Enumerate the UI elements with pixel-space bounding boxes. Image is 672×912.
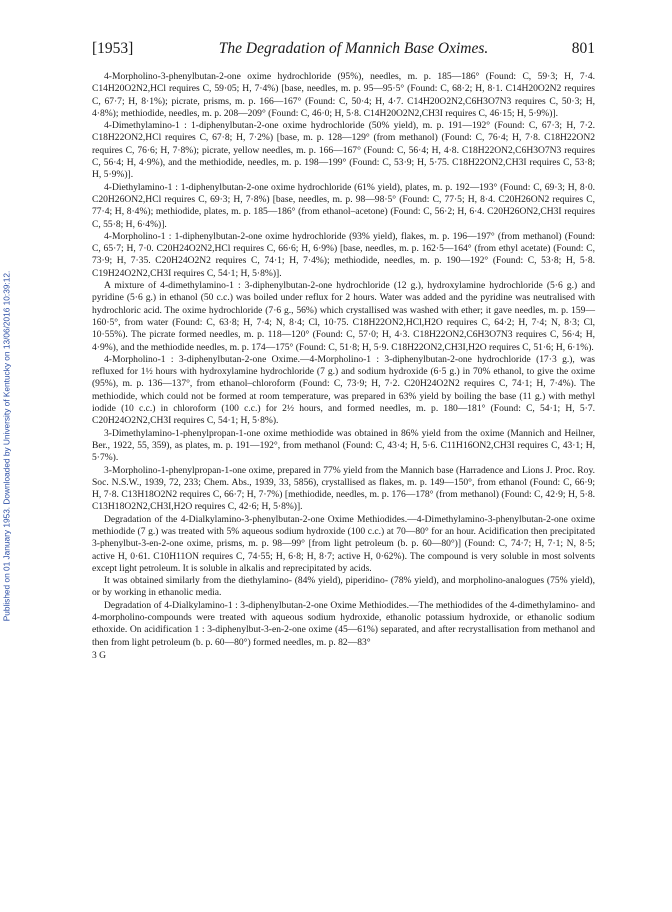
paragraph: 3-Morpholino-1-phenylpropan-1-one oxime, prepared in 77% yield from the Mannich base (Harradence and Lions J. Proc. Roy. Soc. N.S.W., 1939, 72, 233; Chem. Abs., 1939, 33, 5856), crystallised as flakes, m. p. 149—150°, from ethanol (Found: C, 66·9; H, 7·8. C13H18O2N2 requires C, 66·7; H, 7·7%) [methiodide, needles, m. p. 176—178° (from methanol) (Found: C, 42·9; H, 5·8. C13H18O2N2,CH3I,H2O requires C, 42·6; H, 5·8%)]. bbox=[92, 464, 595, 513]
paragraph: 4-Morpholino-3-phenylbutan-2-one oxime hydrochloride (95%), needles, m. p. 185—186° (Found: C, 59·3; H, 7·4. C14H20O2N2,HCl requires C, 59·05; H, 7·4%) [base, needles, m. p. 95—95·5° (Found: C, 68·2; H, 8·1. C14H20O2N2 requires C, 67·7; H, 8·1%); picrate, prisms, m. p. 166—167° (Found: C, 50·4; H, 4·7. C14H20O2N2,C6H3O7N3 requires C, 50·3; H, 4·8%); methiodide, needles, m. p. 208—209° (Found: C, 46·0; H, 5·8. C14H20O2N2,CH3I requires C, 46·15; H, 5·9%)]. bbox=[92, 71, 595, 119]
paragraph: 4-Morpholino-1 : 3-diphenylbutan-2-one Oxime.—4-Morpholino-1 : 3-diphenylbutan-2-one hydrochloride (17·3 g.), was refluxed for 1½ hours with hydroxylamine hydrochloride (7 g.) and sodium hydroxide (6·5 g.) in 70% ethanol, to give the oxime (95%), m. p. 136—137°, from ethanol–chloroform (Found: C, 73·9; H, 7·2. C20H24O2N2 requires C, 74·1; H, 7·4%). The methiodide, which could not be formed at room temperature, was prepared in 63% yield by boiling the base (11 g.) with methyl iodide (10 c.c.) in chloroform (100 c.c.) for 2½ hours, and formed needles, m. p. 180—181° (Found: C, 54·1; H, 5·7. C20H24O2N2,CH3I requires C, 54·1; H, 5·8%). bbox=[92, 353, 595, 427]
page-header bbox=[92, 40, 595, 62]
paragraph: 4-Dimethylamino-1 : 1-diphenylbutan-2-one oxime hydrochloride (50% yield), m. p. 191—192° (Found: C, 67·3; H, 7·2. C18H22ON2,HCl requires C, 67·8; H, 7·2%) [base, m. p. 128—129° (from methanol) (Found: C, 76·4; H, 7·8. C18H22ON2 requires C, 76·6; H, 7·8%); picrate, yellow needles, m. p. 166—167° (Found: C, 56·4; H, 4·8. C18H22ON2,C6H3O7N3 requires C, 56·4; H, 4·9%), and the methiodide, needles, m. p. 198—199° (Found: C, 53·9; H, 5·75. C18H22ON2,CH3I requires C, 53·8; H, 5·9%)]. bbox=[92, 120, 595, 181]
paragraph: Degradation of 4-Dialkylamino-1 : 3-diphenylbutan-2-one Oxime Methiodides.—The methiodides of the 4-dimethylamino- and 4-morpholino-compounds were treated with aqueous sodium hydroxide, ethanolic potassium hydroxide, or ethanolic sodium ethoxide. On acidification 1 : 3-diphenylbut-3-en-2-one oxime (45—61%) separated, and after recrystallisation from methanol and then from light petroleum (b. p. 60—80°) formed needles, m. p. 82—83° bbox=[92, 599, 595, 648]
header-year: [1953] bbox=[92, 40, 134, 57]
paragraph: 4-Diethylamino-1 : 1-diphenylbutan-2-one oxime hydrochloride (61% yield), plates, m. p. 192—193° (Found: C, 69·3; H, 8·0. C20H26ON2,HCl requires C, 69·3; H, 7·8%) [base, needles, m. p. 98—98·5° (Found: C, 77·5; H, 8·4. C20H26ON2 requires C, 77·4; H, 8·4%); methiodide, plates, m. p. 185—186° (from ethanol–acetone) (Found: C, 56·2; H, 6·4. C20H26ON2,CH3I requires C, 55·8; H, 6·4%)]. bbox=[92, 181, 595, 230]
paragraph: 4-Morpholino-1 : 1-diphenylbutan-2-one oxime hydrochloride (93% yield), flakes, m. p. 196—197° (from methanol) (Found: C, 65·7; H, 7·0. C20H24O2N2,HCl requires C, 66·6; H, 6·9%) [base, needles, m. p. 162·5—164° (from ethyl acetate) (Found: C, 73·9; H, 7·35. C20H24O2N2 requires C, 74·1; H, 7·4%); methiodide, needles, m. p. 190—192° (Found: C, 53·8; H, 5·8. C19H24O2N2,CH3I requires C, 54·1; H, 5·8%)]. bbox=[92, 230, 595, 279]
paragraph: It was obtained similarly from the diethylamino- (84% yield), piperidino- (78% yield), and morpholino-analogues (75% yield), or by working in ethanolic media. bbox=[92, 575, 595, 599]
page-number: 801 bbox=[571, 40, 595, 57]
signature-mark: 3 G bbox=[92, 649, 107, 661]
article-body bbox=[92, 71, 595, 662]
paragraph: Degradation of the 4-Dialkylamino-3-phenylbutan-2-one Oxime Methiodides.—4-Dimethylamino-3-phenylbutan-2-one oxime methiodide (7 g.) was treated with 5% aqueous sodium hydroxide (100 c.c.) at 70—80° for an hour. Acidification then precipitated 3-phenylbut-3-en-2-one oxime, prisms, m. p. 98—99° [from light petroleum (b. p. 60—80°)] (Found: C, 74·7; H, 7·1; N, 8·5; active H, 0·61. C10H11ON requires C, 74·55; H, 6·8; H, 8·7; active H, 0·62%). The compound is very soluble in most solvents except light petroleum. It is soluble in alkalis and reprecipitated by acids. bbox=[92, 513, 595, 574]
running-title: The Degradation of Mannich Base Oximes. bbox=[218, 40, 489, 57]
paragraph: 3-Dimethylamino-1-phenylpropan-1-one oxime methiodide was obtained in 86% yield from the oxime (Mannich and Heilner, Ber., 1922, 55, 359), as plates, m. p. 191—192°, from methanol (Found: C, 43·4; H, 5·6. C11H16ON2,CH3I requires C, 43·1; H, 5·7%). bbox=[92, 427, 595, 464]
watermark-text: Published on 01 January 1953. Downloaded by University of Kentucky on 13/06/2016 10:39:12. bbox=[1, 270, 11, 622]
download-watermark bbox=[0, 96, 15, 796]
paragraph: A mixture of 4-dimethylamino-1 : 3-diphenylbutan-2-one hydrochloride (12 g.), hydroxylamine hydrochloride (5·6 g.) and pyridine (5·6 g.) in ethanol (50 c.c.) was boiled under reflux for 2 hours. Water was added and the pyridine was neutralised with hydrochloric acid. The oxime hydrochloride (7·6 g., 56%) which crystallised was washed with ether; it gave needles, m. p. 159—160·5°, from water (Found: C, 63·8; H, 7·4; N, 8·4; Cl, 10·75. C18H22ON2,HCl,H2O requires C, 64·2; H, 7·4; N, 8·3; Cl, 10·55%). The picrate formed needles, m. p. 118—120° (Found: C, 57·0; H, 4·3. C18H22ON2,C6H3O7N3 requires C, 56·4; H, 4·9%), and the methiodide needles, m. p. 174—175° (Found: C, 51·8; H, 5·9. C18H22ON2,CH3I,H2O requires C, 51·6; H, 6·1%). bbox=[92, 280, 595, 353]
